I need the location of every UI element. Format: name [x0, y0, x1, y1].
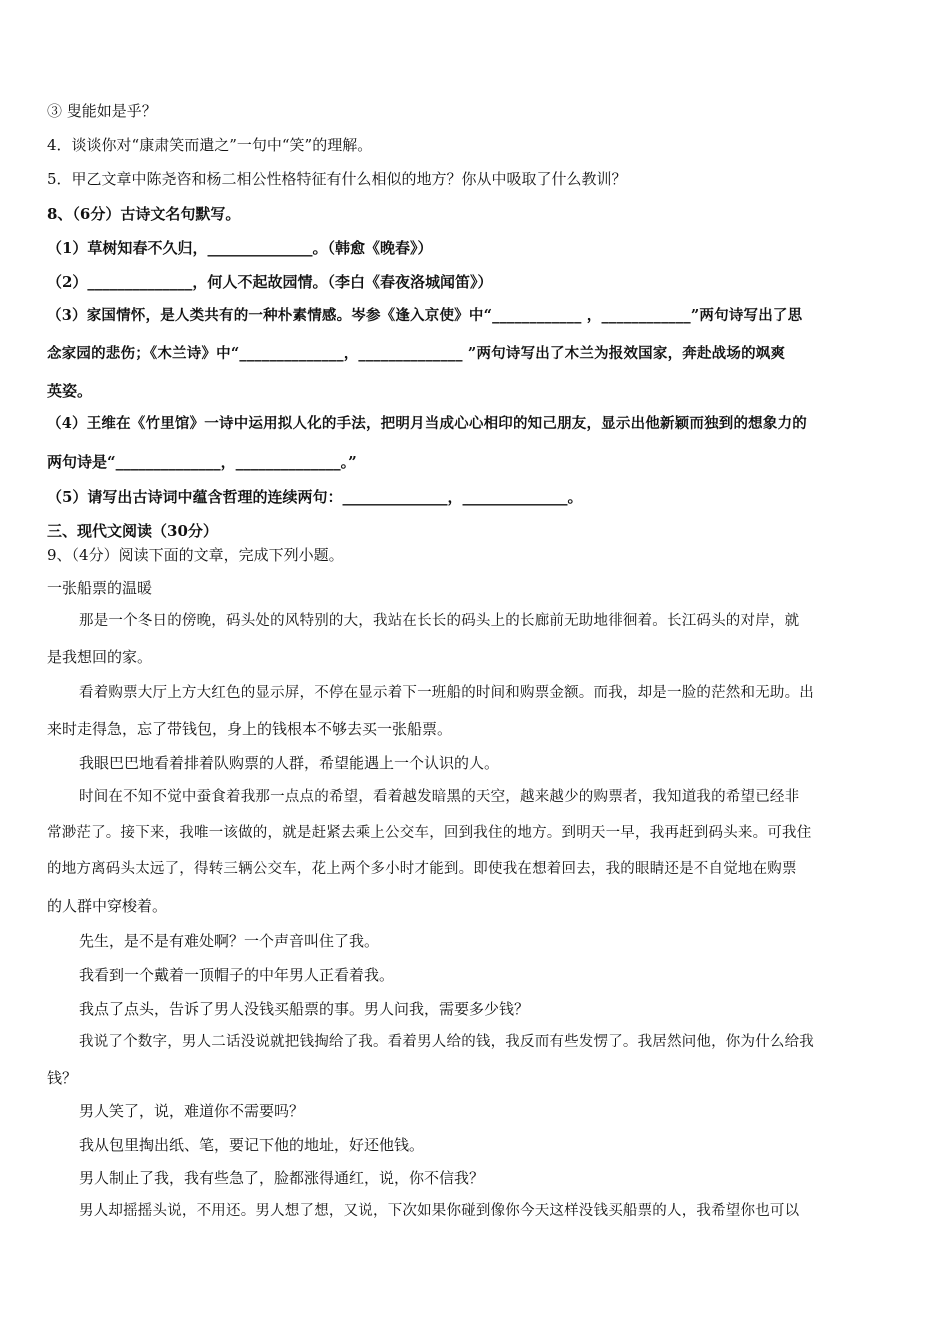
recitation-item-4-line-2: 两句诗是“______________，______________。” — [47, 453, 357, 471]
question-5-line: 5．甲乙文章中陈尧咨和杨二相公性格特征有什么相似的地方？你从中吸取了什么教训？ — [47, 170, 627, 188]
article-paragraph: 我说了个数字，男人二话没说就把钱掏给了我。看着男人给的钱，我反而有些发愣了。我居然问他，你为什么给我 — [79, 1034, 814, 1050]
article-paragraph: 的地方离码头太远了，得转三辆公交车，花上两个多小时才能到。即使我在想着回去，我的眼睛还是不自觉地在购票 — [47, 861, 797, 877]
article-paragraph: 我点了点头，告诉了男人没钱买船票的事。男人问我，需要多少钱？ — [79, 1000, 530, 1018]
article-paragraph: 的人群中穿梭着。 — [47, 897, 168, 915]
article-paragraph: 我眼巴巴地看着排着队购票的人群，希望能遇上一个认识的人。 — [79, 754, 500, 772]
article-paragraph: 我看到一个戴着一顶帽子的中年男人正看着我。 — [79, 966, 395, 984]
article-paragraph: 我从包里掏出纸、笔，要记下他的地址，好还他钱。 — [79, 1136, 425, 1154]
question-3-line: ③ 叟能如是乎？ — [47, 102, 157, 120]
recitation-item-2: （2）______________，何人不起故园情。（李白《春夜洛城闻笛》） — [47, 273, 493, 291]
article-paragraph: 钱？ — [47, 1069, 78, 1087]
recitation-item-1: （1）草树知春不久归，______________。（韩愈《晚春》） — [47, 239, 433, 257]
article-paragraph: 男人制止了我，我有些急了，脸都涨得通红，说，你不信我？ — [79, 1169, 485, 1187]
section-3-heading: 三、现代文阅读（30分） — [47, 522, 218, 540]
article-paragraph: 来时走得急，忘了带钱包，身上的钱根本不够去买一张船票。 — [47, 720, 453, 738]
article-title: 一张船票的温暖 — [47, 579, 153, 597]
recitation-item-3-line-2: 念家园的悲伤；《木兰诗》中“______________，______________ ”两句诗写出了木兰为报效国家，奔赴战场的飒爽 — [47, 345, 786, 362]
question-4-line: 4．谈谈你对“康肃笑而遣之”一句中“笑”的理解。 — [47, 136, 373, 154]
recitation-item-4-line-1: （4）王维在《竹里馆》一诗中运用拟人化的手法，把明月当成心心相印的知己朋友，显示出他新颖而独到的想象力的 — [47, 415, 807, 432]
article-paragraph: 常渺茫了。接下来，我唯一该做的，就是赶紧去乘上公交车，回到我住的地方。到明天一早，我再赶到码头来。可我住 — [47, 825, 812, 841]
recitation-item-3-line-1: （3）家国情怀，是人类共有的一种朴素情感。岑参《逢入京使》中“____________ ，____________”两句诗写出了思 — [47, 307, 803, 324]
article-paragraph: 男人却摇摇头说，不用还。男人想了想，又说，下次如果你碰到像你今天这样没钱买船票的人，我希望你也可以 — [79, 1203, 800, 1219]
article-paragraph: 看着购票大厅上方大红色的显示屏，不停在显示着下一班船的时间和购票金额。而我，却是一脸的茫然和无助。出 — [79, 685, 814, 701]
question-9-heading: 9、（4分）阅读下面的文章，完成下列小题。 — [47, 546, 344, 564]
article-paragraph: 先生，是不是有难处啊？一个声音叫住了我。 — [79, 932, 380, 950]
recitation-item-3-line-3: 英姿。 — [47, 382, 93, 400]
article-paragraph: 那是一个冬日的傍晚，码头处的风特别的大，我站在长长的码头上的长廊前无助地徘徊着。长江码头的对岸，就 — [79, 613, 800, 629]
recitation-item-5: （5）请写出古诗词中蕴含哲理的连续两句：______________，______________。 — [47, 488, 583, 506]
section-8-heading: 8、（6分）古诗文名句默写。 — [47, 205, 241, 223]
article-paragraph: 是我想回的家。 — [47, 648, 153, 666]
article-paragraph: 时间在不知不觉中蚕食着我那一点点的希望，看着越发暗黑的天空，越来越少的购票者，我知道我的希望已经非 — [79, 789, 800, 805]
article-paragraph: 男人笑了，说，难道你不需要吗？ — [79, 1102, 305, 1120]
